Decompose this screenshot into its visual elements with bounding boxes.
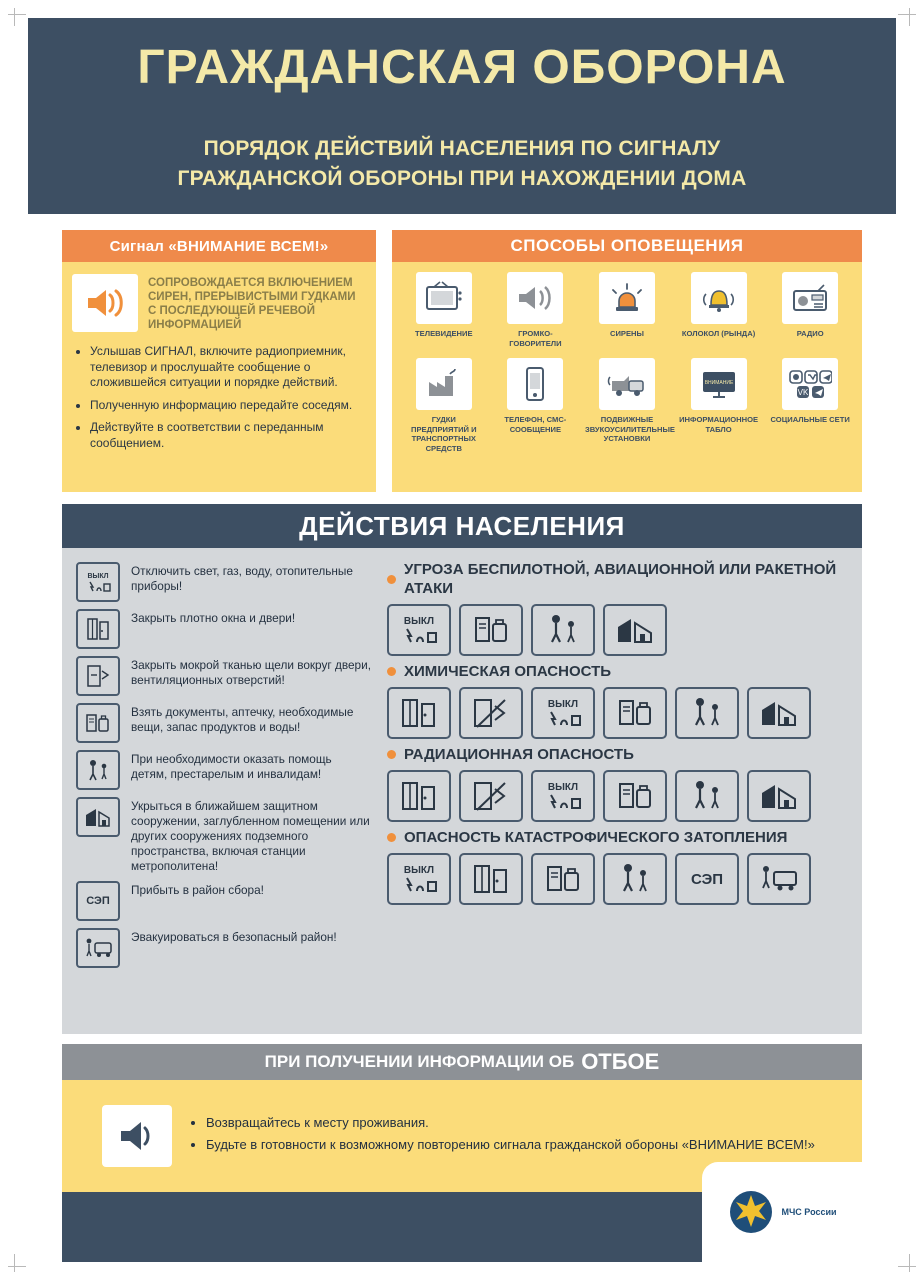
emercom-star-icon	[727, 1188, 775, 1236]
info-board-icon	[691, 358, 747, 410]
actions-sections	[379, 548, 857, 975]
alert-method-label: ГРОМКО-ГОВОРИТЕЛИ	[509, 329, 562, 348]
svg-text:ВЫКЛ: ВЫКЛ	[547, 699, 579, 710]
signal-panel	[62, 230, 376, 492]
help-people-icon	[531, 604, 595, 656]
help-people-icon	[675, 687, 739, 739]
alert-method-label: ТЕЛЕФОН, СМС-СООБЩЕНИЕ	[504, 415, 567, 434]
close-windows-icon	[387, 687, 451, 739]
list-item: • Полученную информацию передайте соседям.	[90, 398, 364, 414]
list-item-text: Закрыть плотно окна и двери!	[131, 611, 296, 625]
documents-kit-icon	[603, 770, 667, 822]
mobile-phone-icon	[507, 358, 563, 410]
crop-mark	[898, 1266, 916, 1267]
documents-kit-icon	[459, 604, 523, 656]
page-title: ГРАЖДАНСКАЯ ОБОРОНА	[137, 41, 787, 94]
help-people-icon	[603, 853, 667, 905]
bullet-dot-icon	[387, 667, 396, 676]
list-item-text	[131, 750, 371, 782]
list-item-text: Эвакуироваться в безопасный район!	[131, 930, 337, 944]
documents-kit-icon	[603, 687, 667, 739]
signal-bullets	[62, 336, 376, 451]
close-windows-icon	[76, 609, 120, 649]
list-item-text: Отключить свет, газ, воду, отопительные приборы!	[131, 564, 353, 593]
threat-steps	[387, 604, 857, 656]
list-item	[76, 797, 371, 874]
list-item	[76, 609, 371, 649]
power-off-icon	[531, 687, 595, 739]
svg-text:ВЫКЛ: ВЫКЛ	[403, 616, 435, 627]
threat-section-title: ХИМИЧЕСКАЯ ОПАСНОСТЬ	[404, 663, 612, 680]
list-item: • Возвращайтесь к месту проживания.	[206, 1114, 815, 1132]
list-item: • Будьте в готовности к возможному повторению сигнала гражданской обороны «ВНИМАНИЕ ВСЕМ!»	[206, 1136, 815, 1154]
threat-steps	[387, 770, 857, 822]
signal-panel-header	[62, 230, 376, 262]
alert-method-label: ИНФОРМАЦИОННОЕ ТАБЛО	[679, 415, 759, 434]
shelter-icon	[603, 604, 667, 656]
all-clear-header-prefix: ПРИ ПОЛУЧЕНИИ ИНФОРМАЦИИ ОБ	[264, 1052, 575, 1071]
shelter-icon	[747, 687, 811, 739]
svg-text:ВНИМАНИЕ: ВНИМАНИЕ	[704, 380, 733, 386]
threat-section-title: УГРОЗА БЕСПИЛОТНОЙ, АВИАЦИОННОЙ ИЛИ РАКЕТНОЙ АТАКИ	[404, 561, 837, 597]
loudspeaker-icon	[72, 274, 138, 332]
help-people-icon	[675, 770, 739, 822]
poster-footer	[62, 1192, 862, 1262]
threat-section	[387, 828, 857, 905]
threat-section-header	[387, 560, 857, 598]
seal-cracks-icon	[459, 687, 523, 739]
actions-list	[62, 548, 379, 975]
signal-icon-caption: СОПРОВОЖДАЕТСЯ ВКЛЮЧЕНИЕМ СИРЕН, ПРЕРЫВИСТЫМИ ГУДКАМИ С ПОСЛЕДУЮЩЕЙ РЕЧЕВОЙ ИНФОРМАЦИЕЙ	[148, 277, 356, 331]
threat-section-title: РАДИАЦИОННАЯ ОПАСНОСТЬ	[404, 746, 634, 763]
shelter-icon	[747, 770, 811, 822]
sep-icon	[675, 853, 739, 905]
alert-method-label: КОЛОКОЛ (РЫНДА)	[681, 329, 756, 338]
bullet-dot-icon	[387, 575, 396, 584]
crop-mark	[14, 8, 15, 26]
loudspeaker-icon	[507, 272, 563, 324]
svg-text:ВЫКЛ: ВЫКЛ	[87, 573, 109, 580]
emblem-label: МЧС России	[781, 1207, 837, 1217]
alert-method-item	[402, 272, 486, 348]
sep-label: СЭП	[86, 895, 110, 907]
alert-methods-panel	[392, 230, 862, 492]
list-item-text: Закрыть мокрой тканью щели вокруг двери, вентиляционных отверстий!	[131, 658, 371, 687]
factory-icon	[416, 358, 472, 410]
signal-panel-header-name: «ВНИМАНИЕ ВСЕМ!»	[168, 237, 329, 255]
all-clear-header-word: ОТБОЕ	[581, 1049, 660, 1074]
radio-icon	[782, 272, 838, 324]
page-subtitle-line1: ПОРЯДОК ДЕЙСТВИЙ НАСЕЛЕНИЯ ПО СИГНАЛУ	[203, 137, 721, 160]
page-subtitle	[28, 134, 896, 194]
threat-steps	[387, 853, 857, 905]
threat-steps	[387, 687, 857, 739]
seal-cracks-icon	[76, 656, 120, 696]
list-item	[76, 928, 371, 968]
alert-method-item	[493, 272, 577, 348]
alert-method-label: ТЕЛЕВИДЕНИЕ	[415, 329, 473, 338]
alert-method-label: СОЦИАЛЬНЫЕ СЕТИ	[770, 415, 850, 424]
documents-kit-icon	[531, 853, 595, 905]
threat-section-header	[387, 745, 857, 764]
crop-mark	[8, 14, 26, 15]
crop-mark	[898, 14, 916, 15]
list-item	[76, 750, 371, 790]
power-off-icon	[531, 770, 595, 822]
actions-panel	[62, 504, 862, 1034]
alert-method-item	[402, 358, 486, 453]
seal-cracks-icon	[459, 770, 523, 822]
svg-text:ВЫКЛ: ВЫКЛ	[403, 865, 435, 876]
alert-method-item	[768, 358, 852, 453]
list-item	[76, 881, 371, 921]
svg-text:VK: VK	[797, 388, 809, 397]
speaker-icon	[102, 1105, 172, 1167]
svg-text:ВЫКЛ: ВЫКЛ	[547, 782, 579, 793]
list-item	[76, 703, 371, 743]
all-clear-header	[62, 1044, 862, 1080]
threat-section-header	[387, 662, 857, 681]
threat-section	[387, 745, 857, 822]
help-people-icon	[76, 750, 120, 790]
alert-method-item	[768, 272, 852, 348]
alert-method-item	[584, 358, 675, 453]
actions-title: ДЕЙСТВИЯ НАСЕЛЕНИЯ	[62, 504, 862, 548]
bullet-dot-icon	[387, 833, 396, 842]
alert-method-label: РАДИО	[796, 329, 824, 338]
evacuation-icon	[76, 928, 120, 968]
alert-method-label: СИРЕНЫ	[609, 329, 644, 338]
shelter-icon	[76, 797, 120, 837]
all-clear-bullets	[190, 1114, 815, 1158]
poster-header	[28, 18, 896, 214]
page-subtitle-line2: ГРАЖДАНСКОЙ ОБОРОНЫ ПРИ НАХОЖДЕНИИ ДОМА	[177, 167, 747, 190]
crop-mark	[909, 8, 910, 26]
signal-panel-header-prefix: Сигнал	[109, 237, 164, 255]
list-item: • Услышав СИГНАЛ, включите радиоприемник, телевизор и прослушайте сообщение о сложившейся ситуации и порядке действий.	[90, 344, 364, 391]
list-item: • Действуйте в соответствии с переданным сообщением.	[90, 420, 364, 451]
bullet-dot-icon	[387, 750, 396, 759]
alert-method-item	[677, 358, 761, 453]
list-item	[76, 656, 371, 696]
sep-label: СЭП	[690, 870, 724, 888]
help-people-text: При необходимости оказать помощь детям, престарелым и инвалидам!	[131, 752, 332, 781]
power-off-icon	[387, 853, 451, 905]
threat-section-header	[387, 828, 857, 847]
power-off-icon	[76, 562, 120, 602]
threat-section-title: ОПАСНОСТЬ КАТАСТРОФИЧЕСКОГО ЗАТОПЛЕНИЯ	[404, 829, 788, 846]
threat-section	[387, 560, 857, 656]
list-item	[76, 562, 371, 602]
list-item-text: Прибыть в район сбора!	[131, 883, 264, 897]
loudspeaker-car-icon	[599, 358, 655, 410]
threat-section	[387, 662, 857, 739]
siren-icon	[599, 272, 655, 324]
alert-method-label: ГУДКИ ПРЕДПРИЯТИЙ И ТРАНСПОРТНЫХ СРЕДСТВ	[411, 415, 477, 453]
tv-icon	[416, 272, 472, 324]
alert-method-item	[677, 272, 761, 348]
alert-methods-row-2	[392, 348, 862, 453]
crop-mark	[909, 1254, 910, 1272]
alert-method-item	[585, 272, 669, 348]
poster-sheet	[28, 18, 896, 1262]
crop-mark	[8, 1266, 26, 1267]
social-networks-icon	[782, 358, 838, 410]
sep-icon	[76, 881, 120, 921]
alert-methods-row-1	[392, 262, 862, 348]
documents-kit-icon	[76, 703, 120, 743]
bell-icon	[691, 272, 747, 324]
list-item-text: Укрыться в ближайшем защитном сооружении, заглубленном помещении или других сооружениях подземного пространства, включая станции метрополитена!	[131, 799, 370, 873]
evacuation-icon	[747, 853, 811, 905]
close-windows-icon	[387, 770, 451, 822]
alert-method-label: ПОДВИЖНЫЕ ЗВУКОУСИЛИТЕЛЬНЫЕ УСТАНОВКИ	[584, 415, 675, 443]
close-windows-icon	[459, 853, 523, 905]
list-item-text: Взять документы, аптечку, необходимые вещи, запас продуктов и воды!	[131, 705, 354, 734]
power-off-icon	[387, 604, 451, 656]
alert-method-item	[493, 358, 577, 453]
crop-mark	[14, 1254, 15, 1272]
emercom-emblem-icon	[702, 1162, 862, 1262]
alert-methods-title: СПОСОБЫ ОПОВЕЩЕНИЯ	[392, 230, 862, 262]
